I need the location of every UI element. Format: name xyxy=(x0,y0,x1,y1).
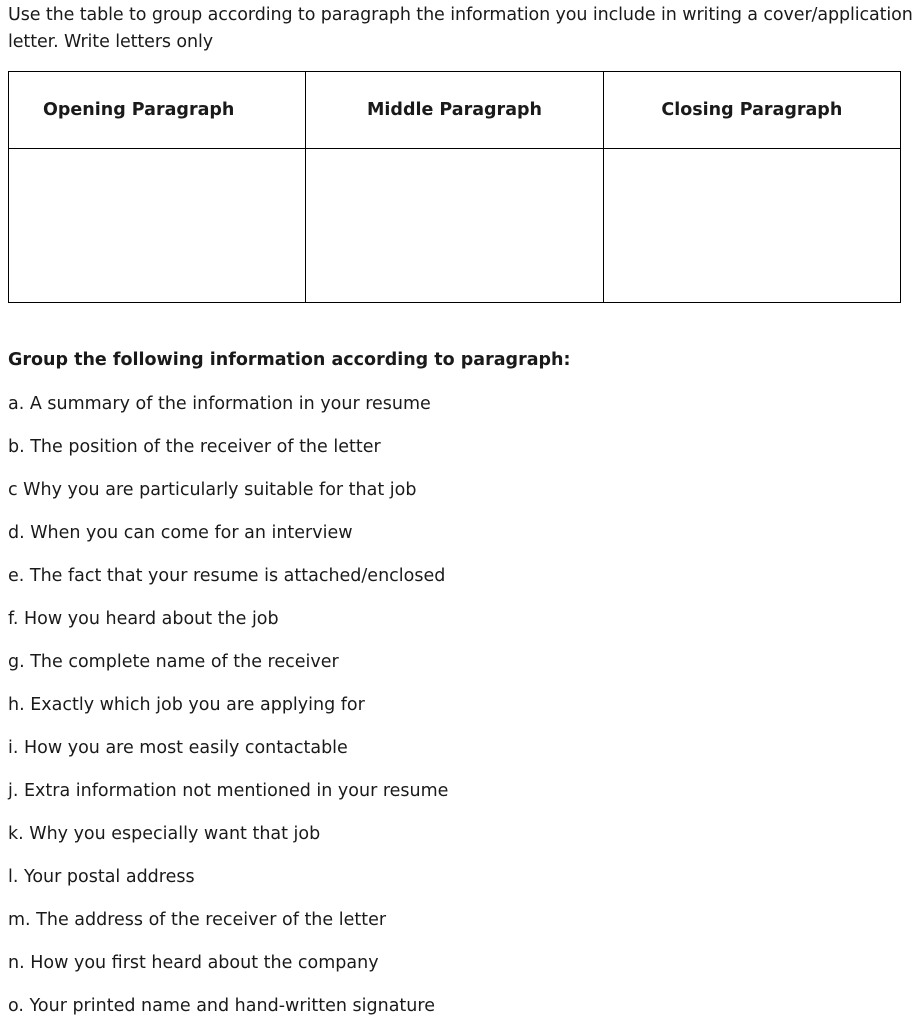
information-list xyxy=(8,390,448,1035)
header-opening-paragraph: Opening Paragraph xyxy=(9,72,306,149)
list-item: i. How you are most easily contactable xyxy=(8,738,348,758)
list-item: c Why you are particularly suitable for that job xyxy=(8,480,417,500)
table-header-row xyxy=(9,72,901,149)
table-answer-row xyxy=(9,149,901,303)
list-item: b. The position of the receiver of the letter xyxy=(8,437,381,457)
header-closing-paragraph: Closing Paragraph xyxy=(603,72,900,149)
list-item: j. Extra information not mentioned in your resume xyxy=(8,781,449,801)
instructions-text: Use the table to group according to paragraph the information you include in writing a cover/application letter. Write letters only xyxy=(8,5,913,52)
paragraph-grouping-table xyxy=(8,71,901,303)
list-item: a. A summary of the information in your resume xyxy=(8,394,431,414)
list-item: e. The fact that your resume is attached/enclosed xyxy=(8,566,446,586)
list-item: d. When you can come for an interview xyxy=(8,523,353,543)
list-item: h. Exactly which job you are applying for xyxy=(8,695,365,715)
list-item: l. Your postal address xyxy=(8,867,195,887)
header-middle-paragraph: Middle Paragraph xyxy=(306,72,603,149)
middle-paragraph-answer-cell[interactable] xyxy=(306,149,603,303)
opening-paragraph-answer-cell[interactable] xyxy=(9,149,306,303)
list-item: g. The complete name of the receiver xyxy=(8,652,339,672)
list-item: o. Your printed name and hand-written signature xyxy=(8,996,435,1016)
list-item: k. Why you especially want that job xyxy=(8,824,321,844)
group-heading: Group the following information according to paragraph: xyxy=(8,350,571,370)
closing-paragraph-answer-cell[interactable] xyxy=(603,149,900,303)
list-item: n. How you first heard about the company xyxy=(8,953,379,973)
list-item: f. How you heard about the job xyxy=(8,609,279,629)
list-item: m. The address of the receiver of the letter xyxy=(8,910,387,930)
